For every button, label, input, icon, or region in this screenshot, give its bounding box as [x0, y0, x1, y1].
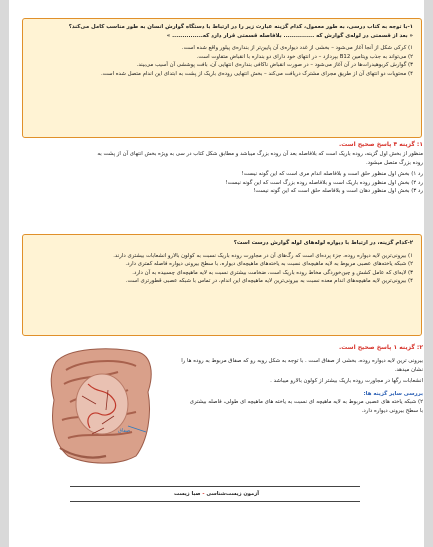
question-2-option-3: ۳) لایه‌ای که عامل کشش و چین‌خوردگی مخاط روده باریک است، ضخامت بیشتری نسبت به لایه ماهیچه‌ای چسبیده به آن دارد.: [132, 269, 413, 276]
footer-right: صبا زیست: [173, 491, 201, 497]
intestine-illustration: [48, 344, 156, 466]
footer-rule-top: [70, 486, 360, 487]
question-2-option-1: ۱) بیرونی‌ترین لایه دیواره روده، جزء پرده‌ای است که رگ‌های آن در مجاورت روده باریک نسبت به کولون بالارو انشعابات بیشتری دارند.: [113, 252, 413, 259]
answer-1: [31, 140, 423, 196]
question-2: [29, 239, 413, 286]
footer: [0, 491, 433, 497]
footer-separator: -: [202, 491, 205, 497]
question-2-box: [22, 234, 422, 336]
footer-rule-bottom: [70, 501, 360, 502]
question-1-option-3: ۳) گوارش کربوهیدرات‌ها در آن آغاز می‌شود – در صورت انقباض ناکافی بنداره‌ی انتهایی آن، بافت پوششی آن آسیب می‌بیند.: [136, 62, 413, 69]
answer-1-item: رد ۱) بخش اول منظور حلق است و بلافاصله اندام مری است که این گونه نیست!: [241, 171, 423, 178]
answer-2-body-line: نشان میدهد.: [394, 366, 423, 373]
answer-1-heading: ۱: گزینه ۴ پاسخ صحیح است.: [339, 141, 423, 148]
answer-2-item: با سطح بیرونی دیواره دارد.: [361, 407, 423, 414]
figure-label: صفاق: [118, 428, 131, 434]
question-2-option-4: ۴) بیرونی‌ترین لایه ماهیچه‌های اندام معده نسبت به بیرونی‌ترین لایه ماهیچه‌ای این اندام، در تماس با شبکه عصبی قطورتری است.: [125, 278, 413, 285]
answer-2-body-line: انشعابات رگها در مجاورت روده باریک بیشتر از کولون بالارو میباشد .: [270, 378, 423, 385]
question-1-box: [22, 18, 422, 138]
question-1-option-2: ۲) می‌تواند به جذب ویتامین B12 بپردازد – در انتهای خود دارای دو بنداره با انقباض متفاوت است.: [196, 53, 413, 60]
answer-1-item: رد ۲) بخش اول منظور روده باریک است و بلافاصله روده بزرگ است که این گونه نیست!: [225, 179, 423, 186]
answer-2-subheading: بررسی سایر گزینه ها:: [363, 390, 423, 397]
answer-2: [173, 343, 423, 416]
question-1-option-1: ۱) کرکی شکل از آنجا آغاز می‌شود – بخشی از غدد دیواره‌ی آن پایین‌تر از بنداره‌ی پیلور واقع شده است.: [181, 45, 413, 52]
question-1-option-4: ۴) محتویات دو انتهای آن از طریق مجرای مشترک دریافت می‌کند – بخش انتهایی روده‌ی باریک از پشت به ابتدای این اندام متصل شده است.: [100, 70, 413, 77]
question-1: [29, 23, 413, 79]
answer-1-body-line: روده بزرگ متصل میشود.: [366, 159, 423, 166]
answer-2-body-line: بیرونی ترین لایه دیواره روده، بخشی از صفاق است . با توجه به شکل روبه رو که صفاق مربوط به روده ها را: [181, 358, 423, 364]
answer-2-heading: ۲: گزینه ۱ پاسخ صحیح است.: [339, 344, 423, 351]
question-2-title: ۲-کدام گزینه، در ارتباط با دیواره لوله‌های لوله گوارش درست است؟: [233, 240, 413, 246]
answer-1-body-line: منظور از بخش اول گزینه، روده باریک است که بلافاصله بعد آن روده بزرگ میباشد و مطابق شکل کتاب در سی به ویژه بخش انتهای آن از پشت به: [97, 151, 423, 157]
question-2-option-2: ۲) شبکه یاخته‌های عصبی مربوط به لایه ماهیچه‌ای نسبت به یاخته‌های ماهیچه‌ای دیواره، با سطح بیرونی دیواره فاصله کمتری دارد.: [125, 261, 413, 268]
answer-2-item: ۲) شبکه یاخته های عصبی مربوط به لایه ماهیچه ای نسبت به یاخته های ماهیچه ای طولی، فاصله بیشتری: [189, 399, 423, 406]
answer-1-item: رد ۳) بخش اول منظور دهان است و بلافاصله حلق است که این گونه نیست!: [253, 188, 423, 195]
footer-left: آزمون زیست‌شناسی: [206, 491, 260, 497]
question-1-prompt: « بعد از قسمتی در لوله‌ی گوارش که ............... بلافاصله قسمتی قرار دارد که............... »: [166, 32, 413, 39]
peritoneum-figure: [48, 344, 156, 466]
question-1-title: ۱-با توجه به کتاب درسی، به طور معمول، کدام گزینه عبارت زیر را در ارتباط با دستگاه گوارش انسان به طور مناسب کامل می‌کند؟: [68, 24, 413, 30]
